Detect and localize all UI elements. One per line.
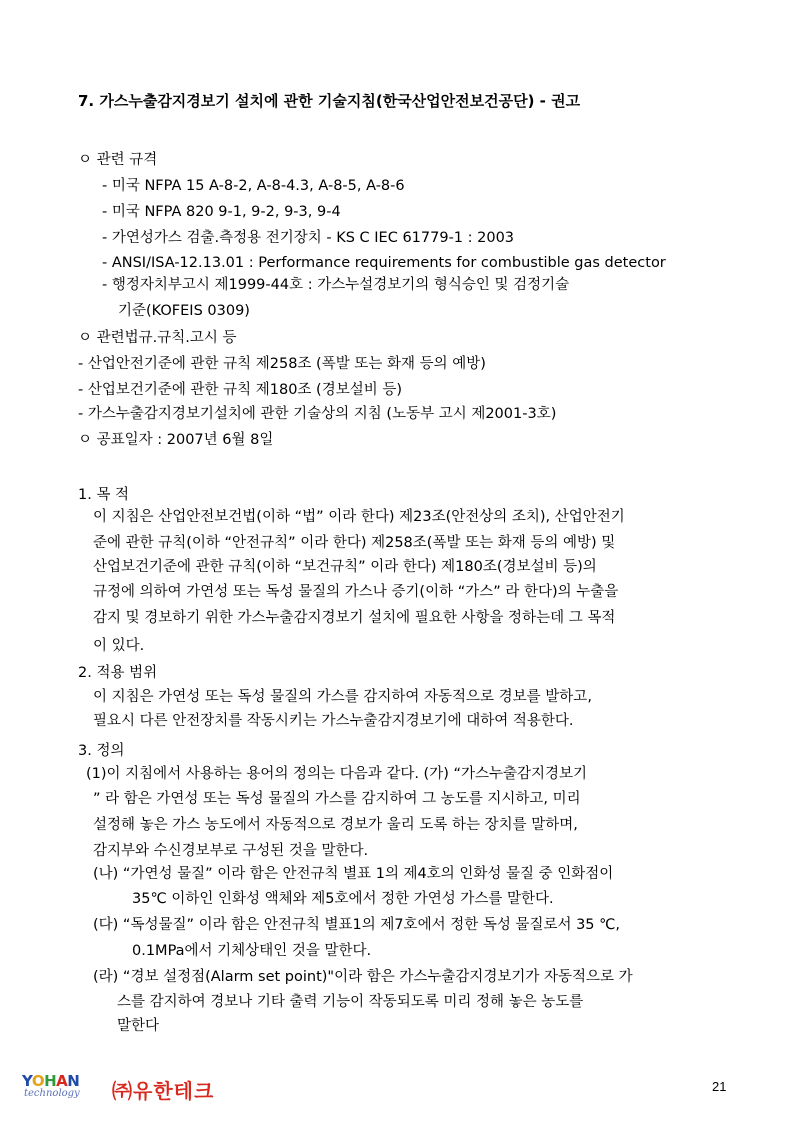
definition-text: 설정해 놓은 가스 농도에서 자동적으로 경보가 울리 도록 하는 장치를 말하며, xyxy=(93,817,578,833)
purpose-text: 이 있다. xyxy=(93,638,145,654)
purpose-heading: 1. 목 적 xyxy=(78,487,130,503)
standard-item-continued: 기준(KOFEIS 0309) xyxy=(118,303,250,319)
related-laws-heading: ㅇ 관련법규.규칙.고시 등 xyxy=(78,330,237,346)
law-item: - 산업보건기준에 관한 규칙 제180조 (경보설비 등) xyxy=(78,382,403,398)
purpose-text: 규정에 의하여 가연성 또는 독성 물질의 가스나 증기(이하 “가스” 라 한다)의 누출을 xyxy=(93,584,619,600)
standard-item: - ANSI/ISA-12.13.01 : Performance requirements for combustible gas detector xyxy=(102,255,666,271)
section-title: 7. 가스누출감지경보기 설치에 관한 기술지침(한국산업안전보건공단) - 권고 xyxy=(78,92,581,110)
related-standards-heading: ㅇ 관련 규격 xyxy=(78,152,158,168)
definition-text: 스를 감지하여 경보나 기타 출력 기능이 작동되도록 미리 정해 놓은 농도를 xyxy=(117,994,584,1010)
purpose-text: 감지 및 경보하기 위한 가스누출감지경보기 설치에 필요한 사항을 정하는데 그 목적 xyxy=(93,610,616,626)
purpose-text: 이 지침은 산업안전보건법(이하 “법” 이라 한다) 제23조(안전상의 조치), 산업안전기 xyxy=(93,509,625,525)
standard-item: - 가연성가스 검출.측정용 전기장치 - KS C IEC 61779-1 : 2003 xyxy=(102,230,515,246)
purpose-text: 산업보건기준에 관한 규칙(이하 “보건규칙” 이라 한다) 제180조(경보설비 등)의 xyxy=(93,559,597,575)
standard-item: - 행정자치부고시 제1999-44호 : 가스누설경보기의 형식승인 및 검정기술 xyxy=(102,277,570,293)
purpose-text: 준에 관한 규칙(이하 “안전규칙” 이라 한다) 제258조(폭발 또는 화재 등의 예방) 및 xyxy=(93,535,616,551)
standard-item: - 미국 NFPA 15 A-8-2, A-8-4.3, A-8-5, A-8-6 xyxy=(102,178,405,194)
page-number: 21 xyxy=(712,1079,727,1094)
law-item: - 가스누출감지경보기설치에 관한 기술상의 지침 (노동부 고시 제2001-3호) xyxy=(78,406,557,422)
scope-text: 필요시 다른 안전장치를 작동시키는 가스누출감지경보기에 대하여 적용한다. xyxy=(93,713,574,729)
definition-text: 35℃ 이하인 인화성 액체와 제5호에서 정한 가연성 가스를 말한다. xyxy=(132,891,554,907)
scope-text: 이 지침은 가연성 또는 독성 물질의 가스를 감지하여 자동적으로 경보를 발하고, xyxy=(93,689,592,705)
law-item: - 산업안전기준에 관한 규칙 제258조 (폭발 또는 화재 등의 예방) xyxy=(78,356,486,372)
scope-heading: 2. 적용 범위 xyxy=(78,665,158,681)
definition-text: (나) “가연성 물질” 이라 함은 안전규칙 별표 1의 제4호의 인화성 물질 중 인화점이 xyxy=(93,866,614,882)
definition-text: (1)이 지침에서 사용하는 용어의 정의는 다음과 같다. (가) “가스누출감지경보기 xyxy=(86,766,588,782)
publication-date: ㅇ 공표일자 : 2007년 6월 8일 xyxy=(78,432,274,448)
yohan-logo-text: YOHAN xyxy=(22,1072,80,1090)
definition-text: ” 라 함은 가연성 또는 독성 물질의 가스를 감지하여 그 농도를 지시하고, 미리 xyxy=(93,791,581,807)
standard-item: - 미국 NFPA 820 9-1, 9-2, 9-3, 9-4 xyxy=(102,204,341,220)
definition-text: (다) “독성물질” 이라 함은 안전규칙 별표1의 제7호에서 정한 독성 물질로서 35 ℃, xyxy=(93,917,621,933)
definition-text: 감지부와 수신경보부로 구성된 것을 말한다. xyxy=(93,843,369,859)
definition-text: 말한다 xyxy=(117,1018,160,1034)
definition-text: (라) “경보 설정점(Alarm set point)"이라 함은 가스누출감지경보기가 자동적으로 가 xyxy=(93,969,633,985)
definition-text: 0.1MPa에서 기체상태인 것을 말한다. xyxy=(132,943,372,959)
company-name: ㈜유한테크 xyxy=(112,1079,215,1103)
logo-subtext: technology xyxy=(24,1088,80,1099)
definitions-heading: 3. 정의 xyxy=(78,743,125,759)
